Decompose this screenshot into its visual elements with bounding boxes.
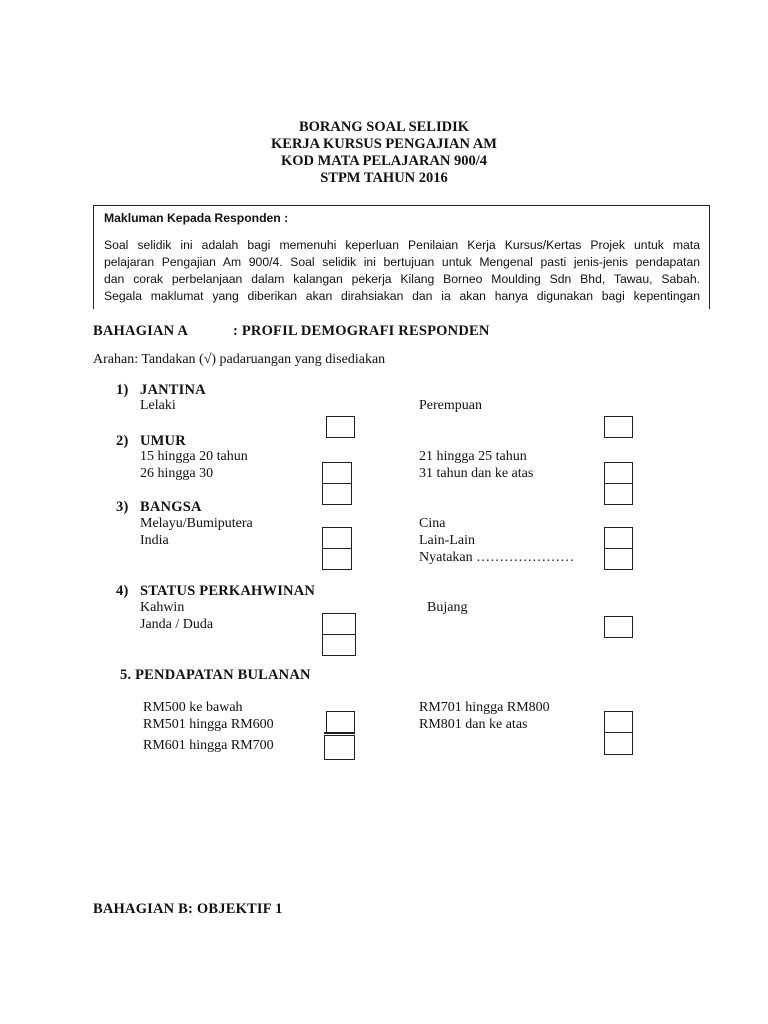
checkbox-age-21-25[interactable] [604,462,633,484]
checkbox-others[interactable] [604,548,633,570]
question-number: 1) [116,382,129,398]
option-label-married: Kahwin [140,600,185,615]
checkbox-age-15-20[interactable] [322,462,352,484]
question-title-marital: STATUS PERKAHWINAN [140,583,316,599]
section-a-label: BAHAGIAN A [93,323,189,339]
notice-paragraph [104,237,700,305]
checkbox-income-500-below[interactable] [326,711,355,733]
checkbox-income-801-plus[interactable] [604,732,633,755]
checkbox-female[interactable] [604,416,633,438]
option-label-income-601-700: RM601 hingga RM700 [143,738,274,753]
option-label-female: Perempuan [419,398,482,413]
notice-line: Segala maklumat yang diberikan akan dirahsiakan dan ia akan hanya digunakan bagi kepentingan [104,289,700,303]
checkbox-malay[interactable] [322,527,352,549]
checkbox-income-701-800[interactable] [604,711,633,733]
section-a-title: : PROFIL DEMOGRAFI RESPONDEN [233,323,490,339]
section-b-title: BAHAGIAN B: OBJEKTIF 1 [93,901,283,917]
question-title-age: UMUR [140,433,186,449]
option-label-others: Lain-Lain [419,533,475,548]
option-label-income-501-600: RM501 hingga RM600 [143,717,274,732]
form-subtitle-course: KERJA KURSUS PENGAJIAN AM [271,136,497,152]
form-subtitle-year: STPM TAHUN 2016 [320,170,448,186]
question-number: 3) [116,499,129,515]
option-label-age-21-25: 21 hingga 25 tahun [419,449,527,464]
option-label-income-701-800: RM701 hingga RM800 [419,700,550,715]
notice-line: Soal selidik ini adalah bagi memenuhi keperluan Penilaian Kerja Kursus/Kertas Projek untuk mata [104,238,700,252]
notice-line: dan corak perbelanjaan dalam kalangan pekerja Kilang Borneo Moulding Sdn Bhd, Tawau, Sabah. [104,272,700,286]
checkbox-chinese[interactable] [604,527,633,549]
checkbox-income-501-600[interactable] [324,735,355,760]
checkbox-age-26-30[interactable] [322,483,352,505]
respondent-notice-box [93,205,710,309]
option-label-age-15-20: 15 hingga 20 tahun [140,449,248,464]
form-subtitle-code: KOD MATA PELAJARAN 900/4 [280,153,488,169]
checkbox-male[interactable] [326,416,355,438]
specify-label: Nyatakan ………………… [419,550,575,565]
option-label-indian: India [140,533,169,548]
checkbox-single[interactable] [604,616,633,638]
instruction-text: Arahan: Tandakan (√) padaruangan yang disediakan [93,352,386,367]
option-label-malay: Melayu/Bumiputera [140,516,253,531]
notice-line: pelajaran Pengajian Am 900/4. Soal selidik ini bertujuan untuk Mengenal pasti jenis-jenis pendapatan [104,255,700,269]
checkbox-age-31-plus[interactable] [604,483,633,505]
checkbox-indian[interactable] [322,548,352,570]
checkbox-married[interactable] [322,613,356,635]
question-title-gender: JANTINA [140,382,206,398]
option-label-income-500-below: RM500 ke bawah [143,700,243,715]
option-label-age-31-plus: 31 tahun dan ke atas [419,466,534,481]
option-label-single: Bujang [427,600,468,615]
option-label-age-26-30: 26 hingga 30 [140,466,214,481]
checkbox-widowed[interactable] [322,634,356,656]
option-label-income-801-plus: RM801 dan ke atas [419,717,528,732]
option-label-male: Lelaki [140,398,176,413]
form-title: BORANG SOAL SELIDIK [298,119,470,135]
question-title-income: 5. PENDAPATAN BULANAN [120,667,311,683]
question-number: 2) [116,433,129,449]
question-number: 4) [116,583,129,599]
notice-heading: Makluman Kepada Responden : [104,211,289,225]
question-title-race: BANGSA [140,499,202,515]
option-label-chinese: Cina [419,516,446,531]
option-label-widowed: Janda / Duda [140,617,214,632]
checkbox-divider [324,732,355,734]
